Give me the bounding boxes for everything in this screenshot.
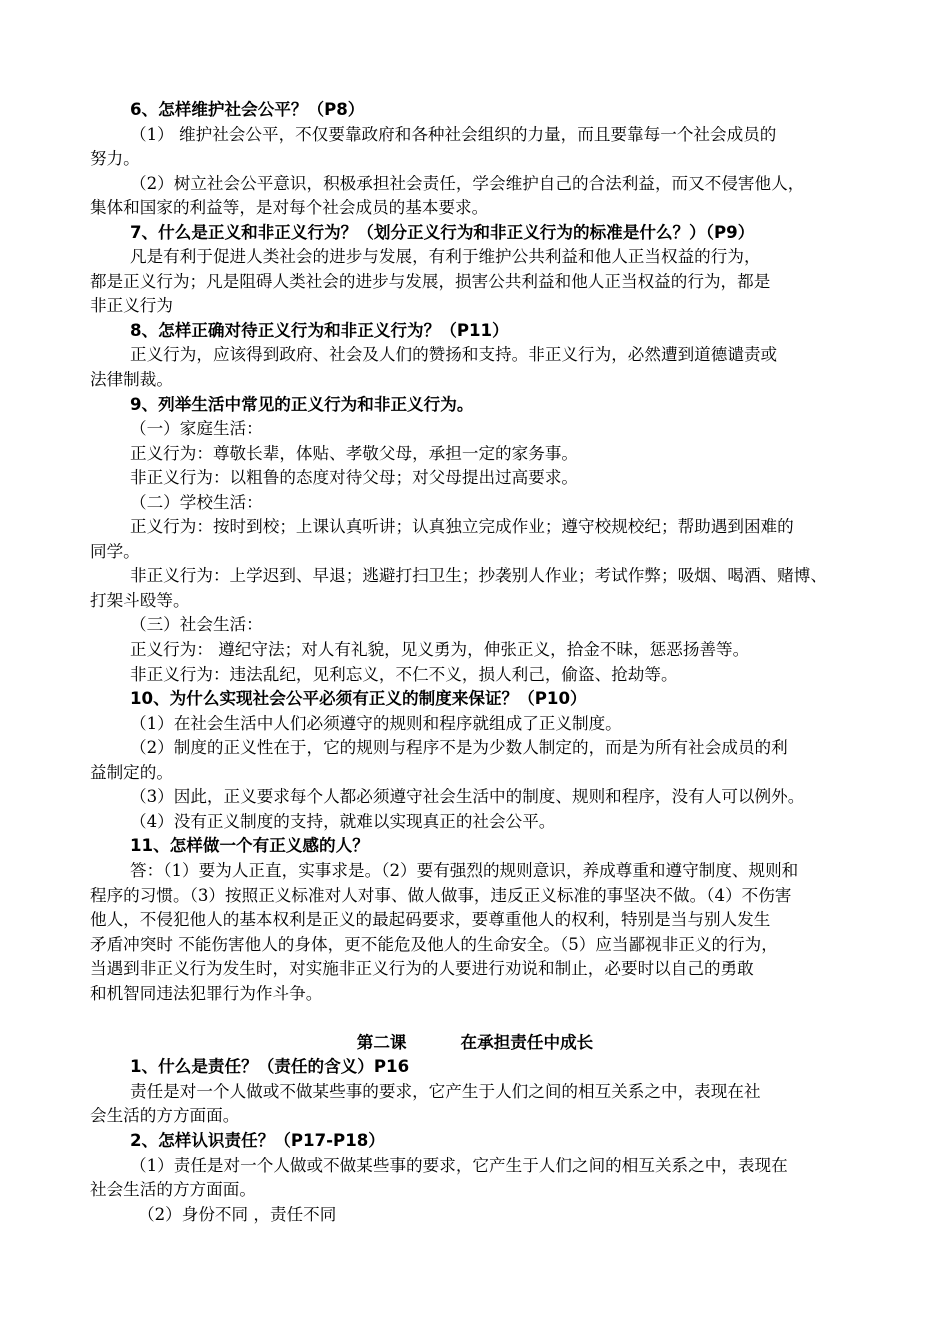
paragraph-line: 都是正义行为；凡是阻碍人类社会的进步与发展，损害公共利益和他人正当权益的行为，都是: [90, 271, 771, 291]
paragraph-line: 社会生活的方方面面。: [90, 1180, 256, 1200]
paragraph-line: （4）没有正义制度的支持，就难以实现真正的社会公平。: [130, 811, 556, 831]
paragraph-line: （2）身份不同 ，责任不同: [138, 1204, 337, 1224]
paragraph-line: 非正义行为：违法乱纪，见利忘义，不仁不义，损人利己，偷盗、抢劫等。: [130, 664, 678, 684]
paragraph-line: 程序的习惯。（3）按照正义标准对人对事、做人做事，违反正义标准的事坚决不做。（4）不伤害: [90, 885, 792, 905]
paragraph-line: 凡是有利于促进人类社会的进步与发展，有利于维护公共利益和他人正当权益的行为，: [130, 247, 761, 267]
lesson2-question-1-heading: 1、什么是责任？（责任的含义）P16: [130, 1057, 410, 1077]
lesson-number: 第二课: [356, 1032, 407, 1052]
lesson2-question-2-heading: 2、怎样认识责任？（P17-P18）: [130, 1130, 385, 1150]
subsection-title-society: （三）社会生活：: [130, 615, 263, 635]
paragraph-line: 和机智同违法犯罪行为作斗争。: [90, 983, 323, 1003]
subsection-title-family: （一）家庭生活：: [130, 419, 263, 439]
paragraph-line: 答：（1）要为人正直，实事求是。（2）要有强烈的规则意识，养成尊重和遵守制度、规则和: [130, 860, 799, 880]
paragraph-line: 益制定的。: [90, 762, 173, 782]
question-6-heading: 6、怎样维护社会公平？（P8）: [130, 100, 365, 119]
question-11-heading: 11、怎样做一个有正义感的人？: [130, 836, 369, 856]
paragraph-line: 当遇到非正义行为发生时，对实施非正义行为的人要进行劝说和制止，必要时以自己的勇敢: [90, 959, 754, 979]
paragraph-line: 责任是对一个人做或不做某些事的要求，它产生于人们之间的相互关系之中，表现在社: [130, 1081, 761, 1101]
paragraph-line: 打架斗殴等。: [90, 590, 190, 610]
paragraph-line: 非正义行为：以粗鲁的态度对待父母；对父母提出过高要求。: [130, 468, 579, 488]
paragraph-line: 同学。: [90, 541, 140, 561]
question-8-heading: 8、怎样正确对待正义行为和非正义行为？（P11）: [130, 320, 509, 340]
blank-line: [90, 1006, 860, 1031]
paragraph-line: 会生活的方方面面。: [90, 1106, 240, 1126]
paragraph-line: 集体和国家的利益等，是对每个社会成员的基本要求。: [90, 198, 489, 218]
paragraph-line: （3）因此，正义要求每个人都必须遵守社会生活中的制度、规则和程序，没有人可以例外。: [130, 787, 805, 807]
paragraph-line: 努力。: [90, 149, 140, 169]
lesson-title: [90, 1031, 860, 1056]
paragraph-line: 法律制裁。: [90, 370, 173, 390]
paragraph-line: 非正义行为：上学迟到、早退；逃避打扫卫生；抄袭别人作业；考试作弊；吸烟、喝酒、赌博、: [130, 566, 827, 586]
paragraph-line: 他人，不侵犯他人的基本权利是正义的最起码要求，要尊重他人的权利，特别是当与别人发生: [90, 910, 771, 930]
paragraph-line: 正义行为：按时到校；上课认真听讲；认真独立完成作业；遵守校规校纪；帮助遇到困难的: [130, 517, 794, 537]
question-7-heading: 7、什么是正义和非正义行为？（划分正义行为和非正义行为的标准是什么？）（P9）: [130, 222, 755, 242]
paragraph-line: （1）在社会生活中人们必须遵守的规则和程序就组成了正义制度。: [130, 713, 622, 733]
paragraph-line: 正义行为：尊敬长辈，体贴、孝敬父母，承担一定的家务事。: [130, 443, 579, 463]
paragraph-line: 非正义行为: [90, 296, 173, 316]
document-body: [90, 98, 860, 1227]
lesson-name: 在承担责任中成长: [460, 1032, 594, 1052]
paragraph-line: （1）责任是对一个人做或不做某些事的要求，它产生于人们之间的相互关系之中，表现在: [130, 1155, 788, 1175]
paragraph-line: （2）树立社会公平意识，积极承担社会责任，学会维护自己的合法利益，而又不侵害他人，: [130, 173, 805, 193]
paragraph-line: 正义行为： 遵纪守法；对人有礼貌，见义勇为，伸张正义，拾金不昧，惩恶扬善等。: [130, 640, 750, 660]
paragraph-line: （2）制度的正义性在于，它的规则与程序不是为少数人制定的，而是为所有社会成员的利: [130, 738, 788, 758]
paragraph-line: 矛盾冲突时 不能伤害他人的身体，更不能危及他人的生命安全。（5）应当鄙视非正义的行为，: [90, 934, 778, 954]
subsection-title-school: （二）学校生活：: [130, 492, 263, 512]
paragraph-line: （1） 维护社会公平，不仅要靠政府和各种社会组织的力量，而且要靠每一个社会成员的: [130, 124, 777, 144]
question-10-heading: 10、为什么实现社会公平必须有正义的制度来保证？（P10）: [130, 689, 587, 709]
question-9-heading: 9、列举生活中常见的正义行为和非正义行为。: [130, 394, 474, 414]
paragraph-line: 正义行为，应该得到政府、社会及人们的赞扬和支持。非正义行为，必然遭到道德谴责或: [130, 345, 778, 365]
